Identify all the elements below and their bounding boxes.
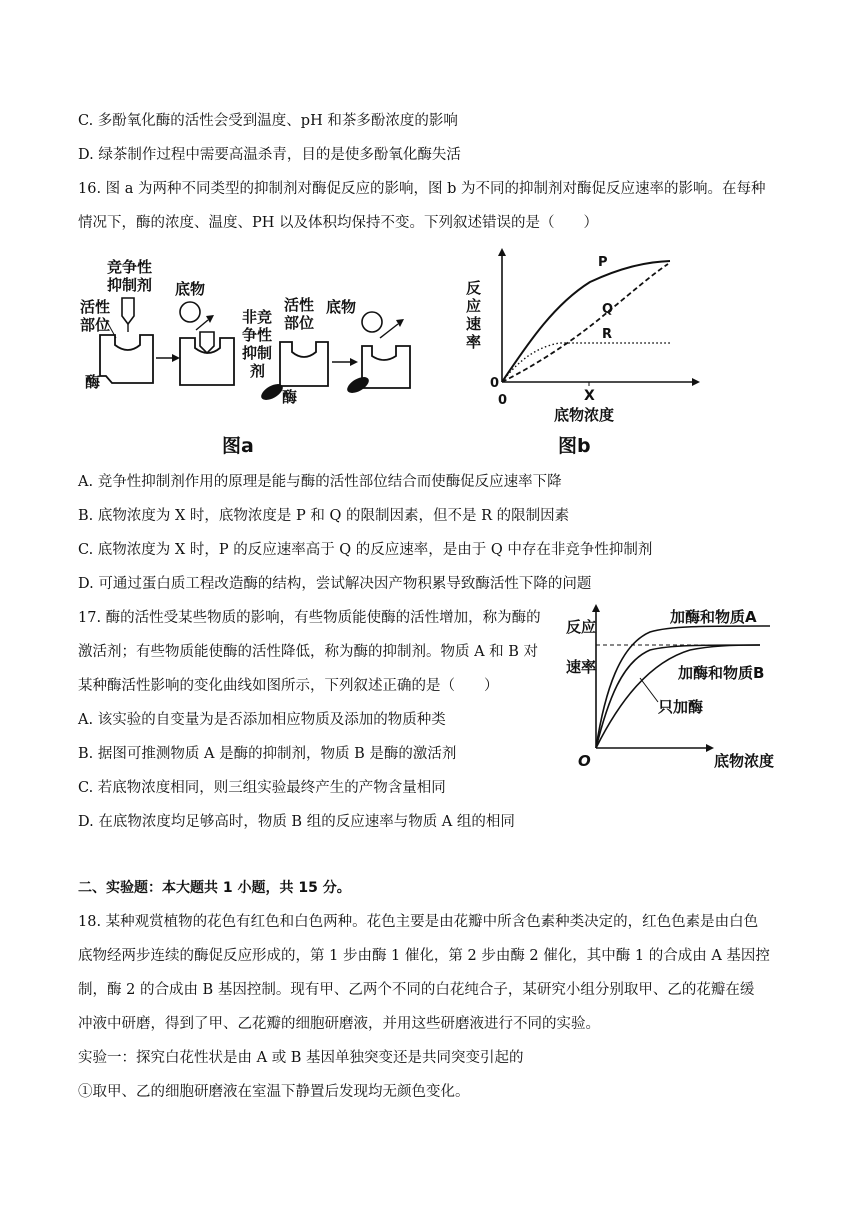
q17-chart bbox=[560, 600, 790, 778]
q16-option-b: B. 底物浓度为 X 时，底物浓度是 P 和 Q 的限制因素，但不是 R 的限制因素 bbox=[78, 508, 570, 524]
enzyme-1-shape bbox=[100, 335, 153, 383]
substrate-circle-1 bbox=[180, 302, 200, 322]
fig-b-ylabel-char-1: 应 bbox=[466, 297, 482, 315]
enzyme-4-shape bbox=[362, 346, 410, 388]
q17-option-b: B. 据图可推测物质 A 是酶的抑制剂，物质 B 是酶的激活剂 bbox=[78, 746, 457, 762]
q16-option-d: D. 可通过蛋白质工程改造酶的结构，尝试解决因产物积累导致酶活性下降的问题 bbox=[78, 576, 592, 592]
fig-b-xlabel: 底物浓度 bbox=[554, 406, 615, 424]
fig-b-ylabel-char-3: 率 bbox=[466, 333, 482, 351]
fig-a-label-noncomp-1: 非竞 bbox=[242, 308, 273, 326]
q18-experiment-1: 实验一：探究白花性状是由 A 或 B 基因单独突变还是共同突变引起的 bbox=[78, 1050, 524, 1066]
q18-stem-line-4: 冲液中研磨，得到了甲、乙花瓣的细胞研磨液，并用这些研磨液进行不同的实验。 bbox=[78, 1016, 600, 1032]
fig-a-label-noncomp-2: 争性 bbox=[242, 326, 273, 344]
curve-p-label: P bbox=[598, 255, 608, 270]
q17-ylabel-2: 速率 bbox=[566, 658, 597, 676]
fig-a-caption: 图a bbox=[222, 435, 254, 457]
q17-stem-line-1: 17. 酶的活性受某些物质的影响，有些物质能使酶的活性增加，称为酶的 bbox=[78, 610, 541, 626]
fig-a-label-enzyme-2: 酶 bbox=[282, 388, 298, 406]
q17-origin: O bbox=[578, 752, 591, 770]
q15-option-c: C. 多酚氧化酶的活性会受到温度、pH 和茶多酚浓度的影响 bbox=[78, 113, 458, 129]
q17-label-only: 只加酶 bbox=[658, 698, 704, 716]
fig-a-label-noncomp-4: 剂 bbox=[250, 362, 266, 380]
q17-stem-line-2: 激活剂；有些物质能使酶的活性降低，称为酶的抑制剂。物质 A 和 B 对 bbox=[78, 644, 539, 660]
fig-a-label-active2-1: 活性 bbox=[284, 296, 315, 314]
fig-b-ylabel-char-0: 反 bbox=[466, 279, 482, 297]
q18-stem-line-3: 制，酶 2 的合成由 B 基因控制。现有甲、乙两个不同的白花纯合子，某研究小组分别取甲、乙的花瓣在缓 bbox=[78, 982, 755, 998]
curve-r-label: R bbox=[602, 327, 613, 342]
substrate-circle-2 bbox=[362, 312, 382, 332]
curve-r bbox=[502, 343, 670, 382]
figure-b bbox=[460, 248, 700, 460]
q17-option-d: D. 在底物浓度均足够高时，物质 B 组的反应速率与物质 A 组的相同 bbox=[78, 814, 515, 830]
fig-b-caption: 图b bbox=[558, 435, 591, 457]
q17-option-c: C. 若底物浓度相同，则三组实验最终产生的产物含量相同 bbox=[78, 780, 446, 796]
fig-a-label-active2-2: 部位 bbox=[284, 314, 315, 332]
fig-a-label-substrate-2: 底物 bbox=[326, 298, 357, 316]
q17-label-a: 加酶和物质A bbox=[670, 608, 757, 626]
q18-step-1: ①取甲、乙的细胞研磨液在室温下静置后发现均无颜色变化。 bbox=[78, 1084, 470, 1100]
enzyme-3-shape bbox=[280, 342, 328, 386]
fig-b-x-tick: X bbox=[584, 388, 595, 404]
fig-b-ylabel bbox=[466, 279, 481, 351]
q17-option-a: A. 该实验的自变量为是否添加相应物质及添加的物质种类 bbox=[78, 712, 446, 728]
q17-label-b: 加酶和物质B bbox=[678, 664, 765, 682]
q16-option-c: C. 底物浓度为 X 时，P 的反应速率高于 Q 的反应速率，是由于 Q 中存在非竞争性抑制剂 bbox=[78, 542, 653, 558]
fig-b-origin-x: 0 bbox=[498, 393, 508, 408]
q16-stem-line-2: 情况下，酶的浓度、温度、PH 以及体积均保持不变。下列叙述错误的是（ ） bbox=[78, 215, 599, 231]
curve-q bbox=[502, 264, 668, 382]
figure-a bbox=[70, 250, 430, 460]
q16-stem-line-1: 16. 图 a 为两种不同类型的抑制剂对酶促反应的影响，图 b 为不同的抑制剂对酶促反应速率的影响。在每种 bbox=[78, 181, 766, 197]
q17-xlabel: 底物浓度 bbox=[714, 752, 775, 770]
fig-a-label-competitive-2: 抑制剂 bbox=[107, 276, 153, 294]
fig-a-label-substrate-1: 底物 bbox=[175, 280, 206, 298]
fig-a-label-enzyme: 酶 bbox=[85, 373, 101, 391]
q15-option-d: D. 绿茶制作过程中需要高温杀青，目的是使多酚氧化酶失活 bbox=[78, 147, 461, 163]
q17-ylabel-1: 反应 bbox=[566, 618, 597, 636]
fig-a-label-noncomp-3: 抑制 bbox=[242, 344, 273, 362]
fig-a-label-competitive-1: 竞争性 bbox=[107, 258, 153, 276]
q16-option-a: A. 竞争性抑制剂作用的原理是能与酶的活性部位结合而使酶促反应速率下降 bbox=[78, 474, 562, 490]
curve-q-label: Q bbox=[602, 302, 614, 317]
fig-a-label-active-1: 活性 bbox=[80, 298, 111, 316]
section-2-heading: 二、实验题：本大题共 1 小题，共 15 分。 bbox=[78, 880, 351, 896]
curve-p bbox=[502, 261, 670, 382]
fig-a-label-active-2: 部位 bbox=[80, 316, 111, 334]
q18-stem-line-1: 18. 某种观赏植物的花色有红色和白色两种。花色主要是由花瓣中所含色素种类决定的，红色色素是由白色 bbox=[78, 914, 759, 930]
competitive-inhibitor-shape bbox=[122, 298, 134, 324]
q17-stem-line-3: 某种酶活性影响的变化曲线如图所示，下列叙述正确的是（ ） bbox=[78, 678, 499, 694]
fig-b-ylabel-char-2: 速 bbox=[466, 315, 482, 333]
q18-stem-line-2: 底物经两步连续的酶促反应形成的，第 1 步由酶 1 催化，第 2 步由酶 2 催化，其中酶 1 的合成由 A 基因控 bbox=[78, 948, 770, 964]
fig-b-origin-y: 0 bbox=[490, 376, 500, 391]
